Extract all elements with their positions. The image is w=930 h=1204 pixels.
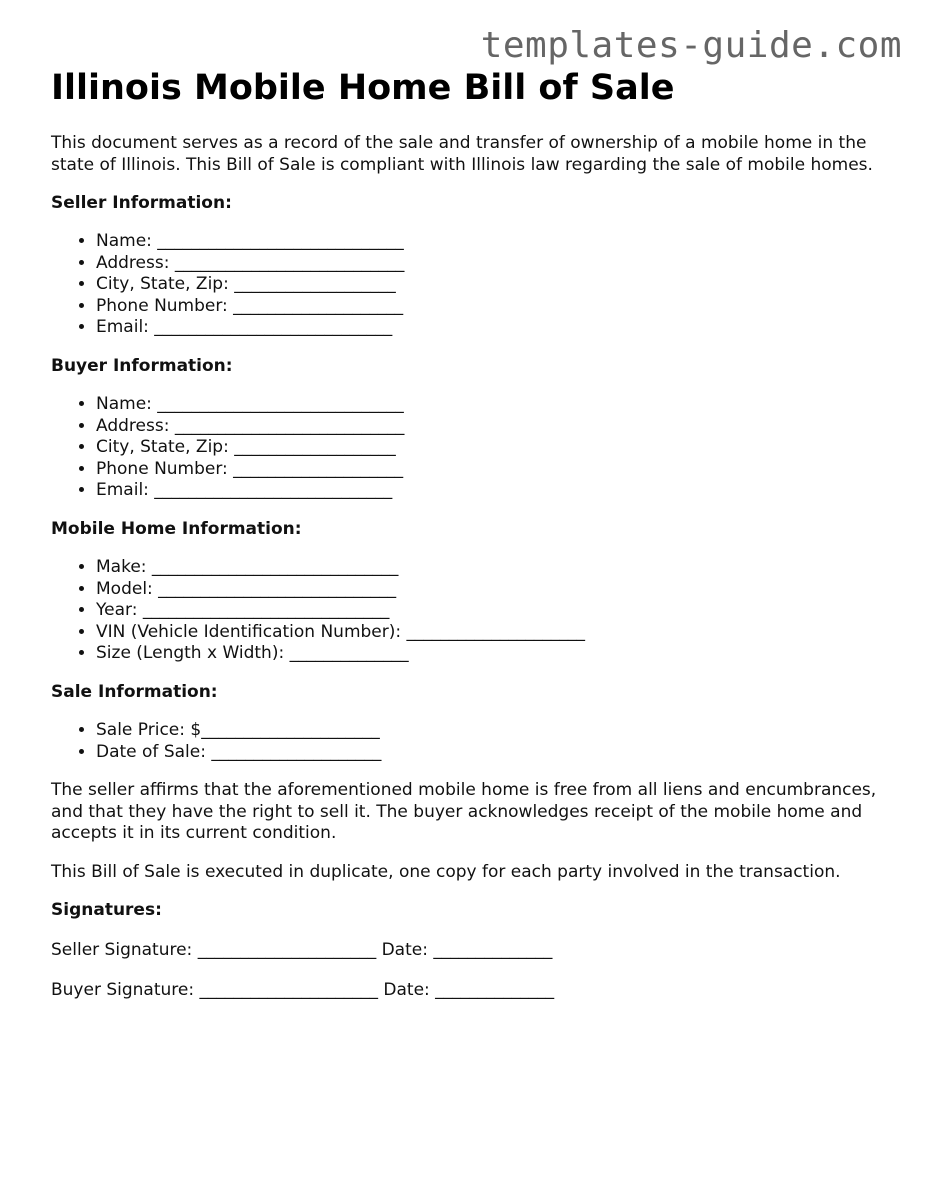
vin-field: • VIN (Vehicle Identification Number): _____________________	[96, 622, 881, 644]
seller-city-state-zip-field: • City, State, Zip: ___________________	[96, 274, 881, 296]
page-title: Illinois Mobile Home Bill of Sale	[51, 68, 675, 108]
mobile-home-section-heading: Mobile Home Information:	[51, 518, 302, 539]
year-field: • Year: _____________________________	[96, 600, 881, 622]
seller-field-list	[51, 231, 881, 339]
sale-price-field: • Sale Price: $_____________________	[96, 720, 881, 742]
make-field: • Make: _____________________________	[96, 557, 881, 579]
buyer-email-field: • Email: ____________________________	[96, 480, 881, 502]
intro-paragraph: This document serves as a record of the sale and transfer of ownership of a mobile home in the state of Illinois. This Bill of Sale is compliant with Illinois law regarding the sale of mobile homes.	[51, 133, 873, 175]
buyer-name-field: • Name: _____________________________	[96, 394, 881, 416]
buyer-city-state-zip-field: • City, State, Zip: ___________________	[96, 437, 881, 459]
buyer-field-list	[51, 394, 881, 502]
watermark: templates-guide.com	[480, 25, 902, 66]
seller-section-heading: Seller Information:	[51, 193, 232, 213]
date-of-sale-field: • Date of Sale: ____________________	[96, 742, 881, 764]
buyer-phone-field: • Phone Number: ____________________	[96, 459, 881, 481]
affirmation-paragraph: The seller affirms that the aforementioned mobile home is free from all liens and encumbrances, and that they have the right to sell it. The buyer acknowledges receipt of the mobile home and accepts it in its current condition.	[51, 780, 877, 844]
seller-phone-field: • Phone Number: ____________________	[96, 296, 881, 318]
seller-address-field: • Address: ___________________________	[96, 253, 881, 275]
mobile-home-field-list	[51, 557, 881, 665]
buyer-section-heading: Buyer Information:	[51, 355, 233, 376]
document-page	[51, 66, 881, 1019]
buyer-address-field: • Address: ___________________________	[96, 416, 881, 438]
buyer-signature-line: Buyer Signature: _____________________ Date: ______________	[51, 980, 555, 1001]
signatures-heading: Signatures:	[51, 900, 162, 921]
size-field: • Size (Length x Width): ______________	[96, 643, 881, 665]
seller-email-field: • Email: ____________________________	[96, 317, 881, 339]
model-field: • Model: ____________________________	[96, 579, 881, 601]
sale-field-list	[51, 720, 881, 763]
duplicate-paragraph: This Bill of Sale is executed in duplicate, one copy for each party involved in the transaction.	[51, 861, 841, 882]
seller-signature-line: Seller Signature: _____________________ Date: ______________	[51, 940, 553, 961]
seller-name-field: • Name: _____________________________	[96, 231, 881, 253]
sale-section-heading: Sale Information:	[51, 681, 218, 702]
